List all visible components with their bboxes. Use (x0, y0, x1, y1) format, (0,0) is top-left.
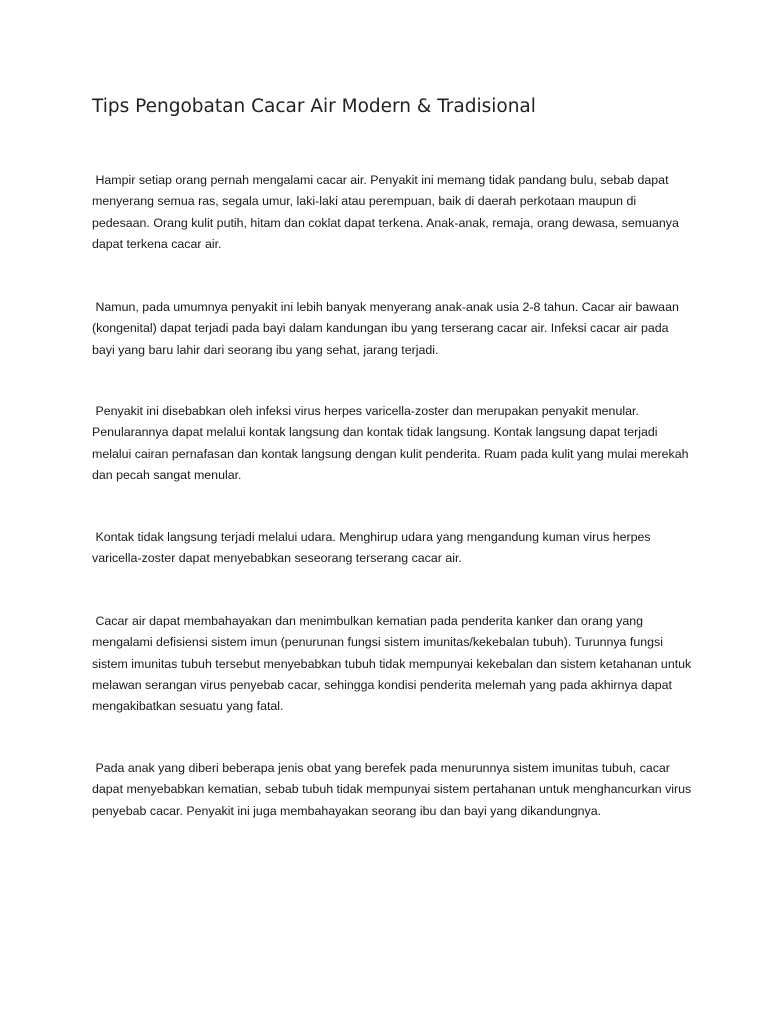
paragraph: Kontak tidak langsung terjadi melalui udara. Menghirup udara yang mengandung kuman virus herpes varicella-zoster dapat menyebabkan seseorang terserang cacar air. (92, 530, 655, 566)
document-title: Tips Pengobatan Cacar Air Modern & Tradisional (92, 96, 536, 117)
paragraph: Hampir setiap orang pernah mengalami cacar air. Penyakit ini memang tidak pandang bulu, sebab dapat menyerang semua ras, segala umur, laki-laki atau perempuan, baik di daerah perkotaan maupun di pedesaan. Orang kulit putih, hitam dan coklat dapat terkena. Anak-anak, remaja, orang dewasa, semuanya dapat terkena cacar air. (92, 173, 683, 251)
paragraph: Cacar air dapat membahayakan dan menimbulkan kematian pada penderita kanker dan orang yang mengalami defisiensi sistem imun (penurunan fungsi sistem imunitas/kekebalan tubuh). Turunnya fungsi sistem imunitas tubuh tersebut menyebabkan tubuh tidak mempunyai kekebalan dan sistem ketahanan untuk melawan serangan virus penyebab cacar, sehingga kondisi penderita melemah yang pada akhirnya dapat mengakibatkan sesuatu yang fatal. (92, 614, 695, 714)
paragraph: Pada anak yang diberi beberapa jenis obat yang berefek pada menurunnya sistem imunitas tubuh, cacar dapat menyebabkan kematian, sebab tubuh tidak mempunyai sistem pertahanan untuk menghancurkan virus penyebab cacar. Penyakit ini juga membahayakan seorang ibu dan bayi yang dikandungnya. (92, 761, 695, 818)
paragraph: Namun, pada umumnya penyakit ini lebih banyak menyerang anak-anak usia 2-8 tahun. Cacar air bawaan (kongenital) dapat terjadi pada bayi dalam kandungan ibu yang terserang cacar air. Infeksi cacar air pada bayi yang baru lahir dari seorang ibu yang sehat, jarang terjadi. (92, 300, 683, 357)
paragraph: Penyakit ini disebabkan oleh infeksi virus herpes varicella-zoster dan merupakan penyakit menular. Penularannya dapat melalui kontak langsung dan kontak tidak langsung. Kontak langsung dapat terjadi melalui cairan pernafasan dan kontak langsung dengan kulit penderita. Ruam pada kulit yang mulai merekah dan pecah sangat menular. (92, 404, 692, 482)
